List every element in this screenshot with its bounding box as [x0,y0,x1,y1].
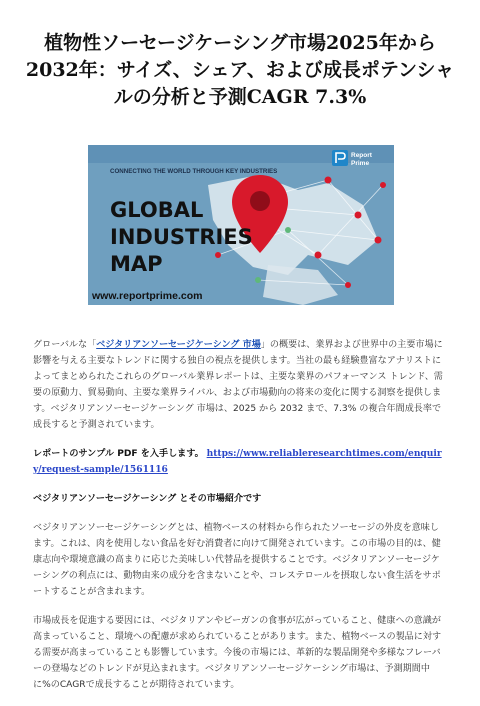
banner-headline-map: MAP [110,252,163,276]
sample-request-link[interactable]: https://www.reliableresearchtimes.com/enquiry/request-sample/1561116 [33,448,442,475]
page-title: 植物性ソーセージケーシング市場2025年から2032年：サイズ、シェア、および成長ポテンシャルの分析と予測CAGR 7.3% [25,32,455,108]
description-paragraph: ベジタリアンソーセージケーシングとは、植物ベースの材料から作られたソーセージの外皮を意味します。これは、肉を使用しない食品を好む消費者に向けて開発されています。この市場の目的は、健康志向や環境意識の高まりに応じた美味しい代替品を提供することです。ベジタリアンソーセージケーシングの利点には、動物由来の成分を含まないことや、コレステロールを摂取しない食生活をサポートすることが含まれます。 [33,523,441,597]
banner-website: www.reportprime.com [92,290,203,302]
article-body [33,337,445,706]
banner-image [88,145,394,305]
banner-tagline: CONNECTING THE WORLD THROUGH KEY INDUSTRIES [110,168,278,175]
svg-text:Prime: Prime [351,160,370,167]
banner-headline-industries: INDUSTRIES [110,225,253,249]
report-prime-logo [332,150,373,167]
svg-text:Report: Report [351,152,372,159]
sample-paragraph [33,446,445,478]
industries-map-banner [88,145,394,305]
section-heading: ベジタリアンソーセージケーシング とその市場紹介です [33,494,262,504]
intro-paragraph: グローバルな「ベジタリアンソーセージケーシング 市場」の概要は、業界および世界中の主要市場に影響を与える主要なトレンドに関する独自の視点を提供します。当社の最も経験豊富なアナリストによってまとめられたこれらのグローバル業界レポートは、主要な業界のパフォーマンス トレンド、需要の原動力、貿易動向、主要な業界ライバル、および市場動向の将来の変化に関する洞察を提供します。ベジタリアンソーセージケーシング 市場は、2025 から 2032 まで、7.3% の複合年間成長率で成長すると予測されています。 [33,340,443,430]
sample-label: レポートのサンプル PDF を入手します。 [33,449,204,459]
banner-headline-global: GLOBAL [110,198,204,222]
growth-paragraph: 市場成長を促進する要因には、ベジタリアンやビーガンの食事が広がっていること、健康への意識が高まっていること、環境への配慮が求められていることがあります。また、植物ベースの製品に対する需要が高まっていることも影響しています。今後の市場には、革新的な製品開発や多様なフレーバーの登場などのトレンドが見込まれます。ベジタリアンソーセージケーシング市場は、予測期間中に%のCAGRで成長することが期待されています。 [33,616,442,690]
market-link[interactable]: ベジタリアンソーセージケーシング 市場 [96,340,261,350]
